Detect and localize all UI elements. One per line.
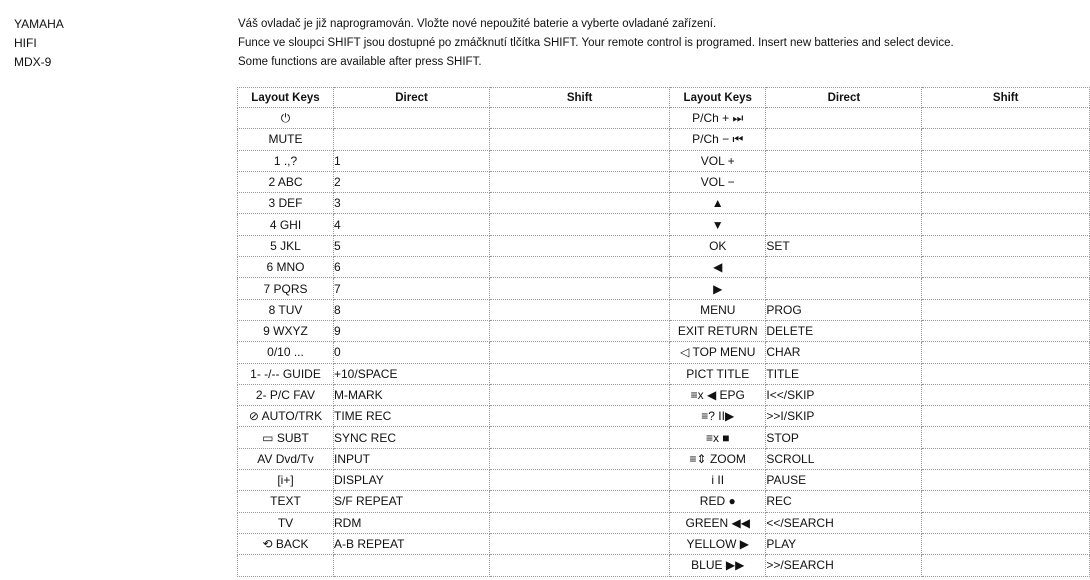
layout-key-cell: VOL − [670, 171, 766, 192]
table-row [238, 108, 1090, 129]
direct-cell: TIME REC [334, 406, 490, 427]
layout-key-cell: 4 GHI [238, 214, 334, 235]
direct-cell: RDM [334, 512, 490, 533]
layout-key-cell: 1- -/-- GUIDE [238, 363, 334, 384]
device-category: HIFI [14, 36, 37, 50]
direct-cell: DELETE [766, 320, 922, 341]
table-row [238, 363, 1090, 384]
layout-key-cell: 7 PQRS [238, 278, 334, 299]
shift-cell [490, 363, 670, 384]
table-row [238, 150, 1090, 171]
shift-cell [490, 384, 670, 405]
direct-cell: PROG [766, 299, 922, 320]
shift-cell [490, 171, 670, 192]
direct-cell [766, 278, 922, 299]
direct-cell: CHAR [766, 342, 922, 363]
instructions-line: Funce ve sloupci SHIFT jsou dostupné po zmáčknutí tlčítka SHIFT. Your remote control is programed. Insert new batteries and select device. [238, 37, 954, 49]
column-header-shift: Shift [490, 88, 670, 108]
shift-cell [922, 342, 1090, 363]
direct-cell: +10/SPACE [334, 363, 490, 384]
table-row [238, 193, 1090, 214]
direct-cell [766, 171, 922, 192]
layout-key-cell: ≡⇕ ZOOM [670, 448, 766, 469]
layout-key-cell: 9 WXYZ [238, 320, 334, 341]
direct-cell: PLAY [766, 533, 922, 554]
direct-cell: 5 [334, 235, 490, 256]
layout-key-cell: ≡? II▶ [670, 406, 766, 427]
shift-cell [490, 406, 670, 427]
layout-key-cell: GREEN ◀◀ [670, 512, 766, 533]
direct-cell: M-MARK [334, 384, 490, 405]
shift-cell [490, 555, 670, 576]
instructions-line: Some functions are available after press SHIFT. [238, 56, 482, 68]
layout-key-cell [238, 555, 334, 576]
shift-cell [922, 150, 1090, 171]
layout-key-cell: 1 .,? [238, 150, 334, 171]
column-header-shift: Shift [922, 88, 1090, 108]
layout-key-cell: BLUE ▶▶ [670, 555, 766, 576]
shift-cell [490, 299, 670, 320]
table-row [238, 129, 1090, 150]
instructions-line: Váš ovladač je již naprogramován. Vložte nové nepoužité baterie a vyberte ovladané zařízení. [238, 18, 717, 30]
layout-key-cell: AV Dvd/Tv [238, 448, 334, 469]
shift-cell [922, 129, 1090, 150]
layout-key-cell: 6 MNO [238, 257, 334, 278]
shift-cell [490, 214, 670, 235]
shift-cell [490, 533, 670, 554]
table-row [238, 427, 1090, 448]
shift-cell [490, 448, 670, 469]
layout-key-cell: TV [238, 512, 334, 533]
direct-cell: >>/SEARCH [766, 555, 922, 576]
shift-cell [922, 512, 1090, 533]
shift-cell [922, 108, 1090, 129]
layout-key-cell: [i+] [238, 470, 334, 491]
column-header-direct: Direct [334, 88, 490, 108]
direct-cell: SCROLL [766, 448, 922, 469]
layout-key-cell: ▲ [670, 193, 766, 214]
layout-key-cell: ▼ [670, 214, 766, 235]
shift-cell [922, 363, 1090, 384]
layout-key-cell: ≡x ◀ EPG [670, 384, 766, 405]
device-brand: YAMAHA [14, 17, 64, 31]
shift-cell [922, 214, 1090, 235]
layout-key-cell: 2- P/C FAV [238, 384, 334, 405]
layout-key-cell: P/Ch + ⏭ [670, 108, 766, 129]
direct-cell: 0 [334, 342, 490, 363]
direct-cell: 8 [334, 299, 490, 320]
layout-key-cell: 5 JKL [238, 235, 334, 256]
table-row [238, 342, 1090, 363]
direct-cell: TITLE [766, 363, 922, 384]
table-row [238, 299, 1090, 320]
layout-key-cell: ⏻ [238, 108, 334, 129]
direct-cell [766, 129, 922, 150]
layout-key-cell: 8 TUV [238, 299, 334, 320]
column-header-direct: Direct [766, 88, 922, 108]
table-row [238, 384, 1090, 405]
direct-cell [334, 108, 490, 129]
layout-key-cell: ≡x ■ [670, 427, 766, 448]
direct-cell: 1 [334, 150, 490, 171]
layout-key-cell: ◀ [670, 257, 766, 278]
shift-cell [922, 470, 1090, 491]
shift-cell [922, 171, 1090, 192]
direct-cell: <</SEARCH [766, 512, 922, 533]
direct-cell: STOP [766, 427, 922, 448]
direct-cell: 9 [334, 320, 490, 341]
layout-key-cell: P/Ch − ⏮ [670, 129, 766, 150]
shift-cell [922, 555, 1090, 576]
direct-cell: SYNC REC [334, 427, 490, 448]
shift-cell [490, 235, 670, 256]
layout-key-cell: MENU [670, 299, 766, 320]
layout-key-cell: EXIT RETURN [670, 320, 766, 341]
layout-key-cell: RED ● [670, 491, 766, 512]
table-row [238, 448, 1090, 469]
shift-cell [490, 512, 670, 533]
layout-key-cell: ▭ SUBT [238, 427, 334, 448]
key-mapping-table [237, 87, 1090, 577]
table-row [238, 235, 1090, 256]
layout-key-cell: YELLOW ▶ [670, 533, 766, 554]
shift-cell [490, 427, 670, 448]
direct-cell: >>I/SKIP [766, 406, 922, 427]
shift-cell [922, 257, 1090, 278]
shift-cell [490, 257, 670, 278]
table-row [238, 214, 1090, 235]
layout-key-cell: MUTE [238, 129, 334, 150]
shift-cell [490, 278, 670, 299]
direct-cell: 7 [334, 278, 490, 299]
direct-cell: A-B REPEAT [334, 533, 490, 554]
table-row [238, 278, 1090, 299]
shift-cell [922, 491, 1090, 512]
layout-key-cell: i II [670, 470, 766, 491]
shift-cell [922, 193, 1090, 214]
shift-cell [922, 299, 1090, 320]
direct-cell [766, 214, 922, 235]
table-row [238, 555, 1090, 576]
layout-key-cell: 3 DEF [238, 193, 334, 214]
layout-key-cell: ⟲ BACK [238, 533, 334, 554]
direct-cell: 6 [334, 257, 490, 278]
direct-cell: 2 [334, 171, 490, 192]
table-row [238, 171, 1090, 192]
direct-cell: I<</SKIP [766, 384, 922, 405]
layout-key-cell: OK [670, 235, 766, 256]
layout-key-cell: TEXT [238, 491, 334, 512]
shift-cell [490, 320, 670, 341]
shift-cell [922, 320, 1090, 341]
direct-cell [334, 129, 490, 150]
direct-cell: S/F REPEAT [334, 491, 490, 512]
shift-cell [490, 193, 670, 214]
table-header-row [238, 88, 1090, 108]
direct-cell [766, 108, 922, 129]
direct-cell: REC [766, 491, 922, 512]
direct-cell [766, 150, 922, 171]
direct-cell [766, 193, 922, 214]
direct-cell: SET [766, 235, 922, 256]
shift-cell [922, 448, 1090, 469]
layout-key-cell: ◁ TOP MENU [670, 342, 766, 363]
layout-key-cell: PICT TITLE [670, 363, 766, 384]
column-header-layout-keys: Layout Keys [238, 88, 334, 108]
shift-cell [490, 470, 670, 491]
shift-cell [490, 491, 670, 512]
instructions [238, 15, 954, 72]
table-row [238, 470, 1090, 491]
shift-cell [922, 533, 1090, 554]
table-row [238, 491, 1090, 512]
shift-cell [922, 235, 1090, 256]
shift-cell [490, 129, 670, 150]
device-info [14, 15, 64, 72]
layout-key-cell: 0/10 ... [238, 342, 334, 363]
shift-cell [922, 278, 1090, 299]
layout-key-cell: ⊘ AUTO/TRK [238, 406, 334, 427]
table-row [238, 512, 1090, 533]
shift-cell [490, 150, 670, 171]
shift-cell [490, 108, 670, 129]
layout-key-cell: ▶ [670, 278, 766, 299]
direct-cell: 3 [334, 193, 490, 214]
shift-cell [922, 384, 1090, 405]
direct-cell: DISPLAY [334, 470, 490, 491]
direct-cell [766, 257, 922, 278]
shift-cell [922, 406, 1090, 427]
layout-key-cell: 2 ABC [238, 171, 334, 192]
shift-cell [922, 427, 1090, 448]
direct-cell [334, 555, 490, 576]
table-row [238, 320, 1090, 341]
column-header-layout-keys: Layout Keys [670, 88, 766, 108]
table-row [238, 257, 1090, 278]
table-row [238, 406, 1090, 427]
layout-key-cell: VOL + [670, 150, 766, 171]
direct-cell: 4 [334, 214, 490, 235]
direct-cell: PAUSE [766, 470, 922, 491]
shift-cell [490, 342, 670, 363]
table-row [238, 533, 1090, 554]
device-model: MDX-9 [14, 55, 52, 69]
direct-cell: INPUT [334, 448, 490, 469]
